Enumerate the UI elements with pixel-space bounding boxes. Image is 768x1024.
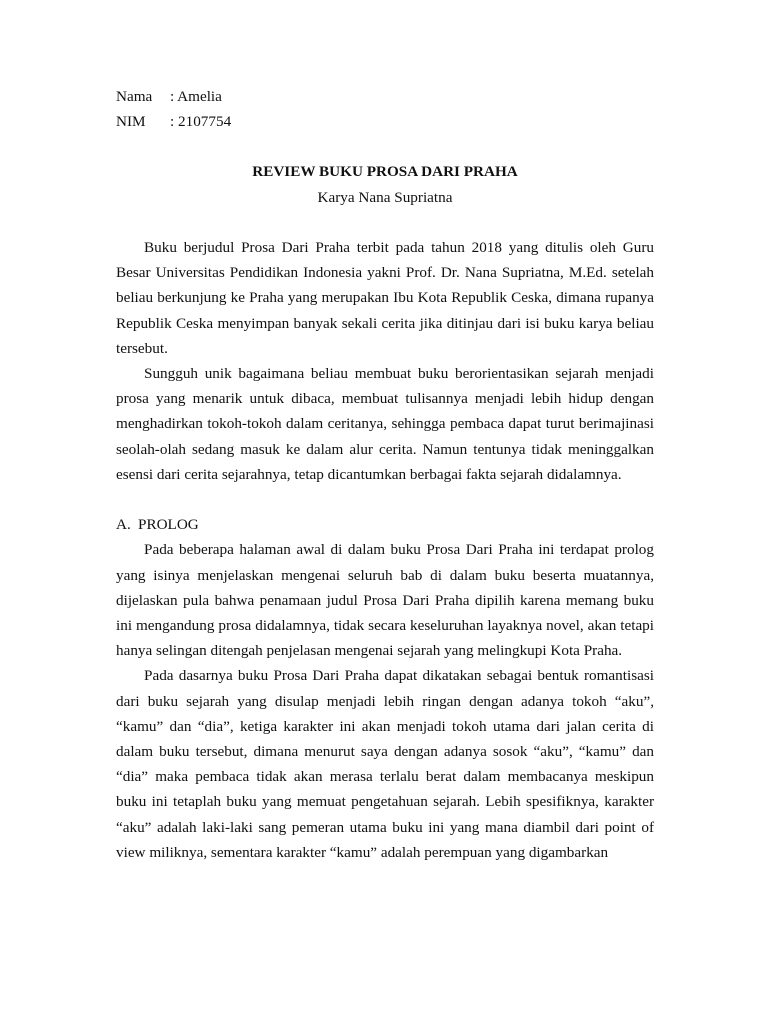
nim-value: : 2107754 [170, 113, 232, 131]
name-label: Nama [116, 88, 153, 105]
name-row [116, 84, 654, 109]
section-letter: A. [116, 516, 131, 534]
name-value: : Amelia [170, 88, 222, 105]
document-title: REVIEW BUKU PROSA DARI PRAHA [252, 163, 518, 181]
document-subtitle: Karya Nana Supriatna [317, 188, 453, 206]
spacer [116, 210, 654, 235]
prolog-paragraph-2: Pada dasarnya buku Prosa Dari Praha dapat dikatakan sebagai bentuk romantisasi dari buku sejarah yang disulap menjadi lebih ringan dengan adanya tokoh “aku”, “kamu” dan “dia”, ketiga karakter ini akan menjadi tokoh utama dari jalan cerita di dalam buku tersebut, dimana menurut saya dengan adanya sosok “aku”, “kamu” dan “dia” maka pembaca tidak akan merasa terlalu berat dalam membacanya meskipun buku ini tetaplah buku yang memuat pengetahuan sejarah. Lebih spesifiknya, karakter “aku” adalah laki-laki sang pemeran utama buku ini yang mana diambil dari point of view miliknya, sementara karakter “kamu” adalah perempuan yang digambarkan [116, 667, 654, 861]
nim-label: NIM [116, 113, 146, 131]
section-heading-prolog [116, 512, 654, 537]
nim-row [116, 109, 654, 134]
section-title: PROLOG [138, 516, 199, 534]
intro-paragraph-1: Buku berjudul Prosa Dari Praha terbit pada tahun 2018 yang ditulis oleh Guru Besar Universitas Pendidikan Indonesia yakni Prof. Dr. Nana Supriatna, M.Ed. setelah beliau berkunjung ke Praha yang merupakan Ibu Kota Republik Ceska, dimana rupanya Republik Ceska menyimpan banyak sekali cerita jika ditinjau dari isi buku karya beliau tersebut. [116, 238, 654, 357]
document-body [116, 84, 654, 865]
spacer [116, 487, 654, 512]
prolog-paragraph-1: Pada beberapa halaman awal di dalam buku Prosa Dari Praha ini terdapat prolog yang isinya menjelaskan mengenai seluruh bab di dalam buku beserta muatannya, dijelaskan pula bahwa penamaan judul Prosa Dari Praha dipilih karena memang buku ini mengandung prosa didalamnya, tidak secara keseluruhan layaknya novel, akan tetapi hanya selingan ditengah penjelasan mengenai sejarah yang melingkupi Kota Praha. [116, 541, 654, 660]
intro-paragraph-2: Sungguh unik bagaimana beliau membuat buku berorientasikan sejarah menjadi prosa yang menarik untuk dibaca, membuat tulisannya menjadi lebih hidup dengan menghadirkan tokoh-tokoh dalam ceritanya, sehingga pembaca dapat turut berimajinasi seolah-olah sedang masuk ke dalam alur cerita. Namun tentunya tidak meninggalkan esensi dari cerita sejarahnya, tetap dicantumkan berbagai fakta sejarah didalamnya. [116, 364, 654, 483]
